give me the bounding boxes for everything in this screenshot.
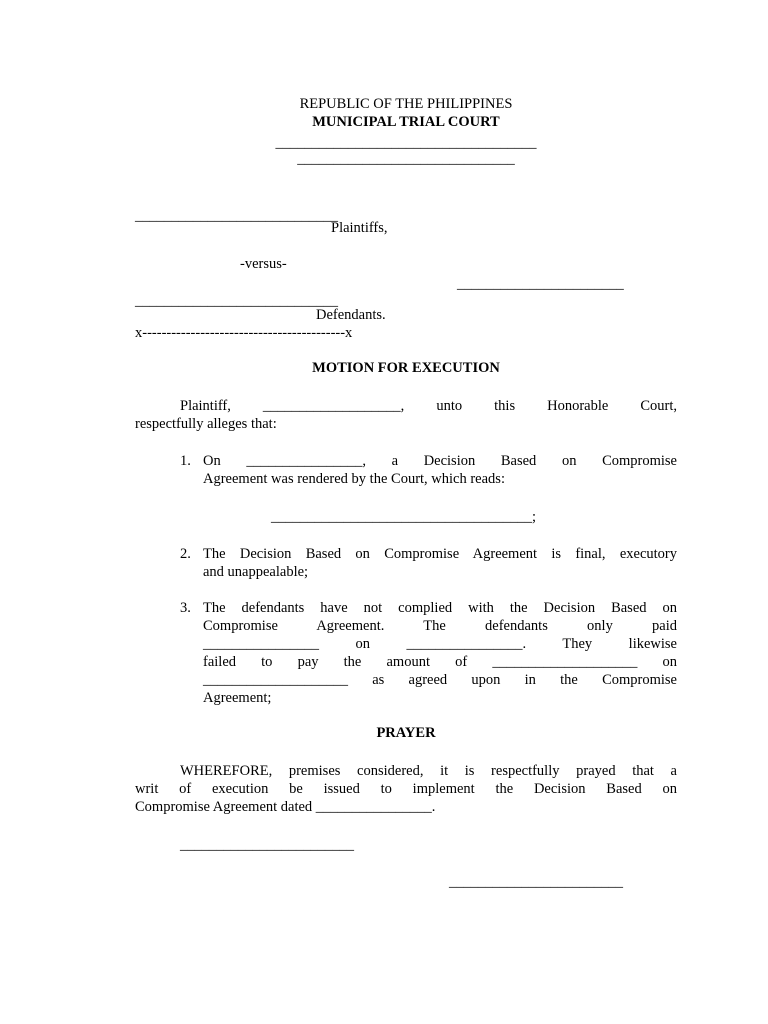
plaintiffs-label: Plaintiffs, (331, 220, 388, 236)
item-3-line-4: failed to pay the amount of ____________________ on (203, 654, 677, 670)
item-2-number: 2. (180, 546, 191, 562)
republic-heading: REPUBLIC OF THE PHILIPPINES (299, 96, 513, 112)
plaintiff-name-blank: ____________________________ (135, 208, 338, 224)
item-3-number: 3. (180, 600, 191, 616)
item-1-line-1: On ________________, a Decision Based on Compromise (203, 453, 677, 469)
prayer-line-1: WHEREFORE, premises considered, it is respectfully prayed that a (180, 763, 677, 779)
court-heading: MUNICIPAL TRIAL COURT (312, 114, 500, 130)
versus-label: -versus- (240, 256, 287, 272)
prayer-heading: PRAYER (376, 725, 436, 741)
signature-blank-right: ________________________ (449, 874, 623, 890)
intro-line-1: Plaintiff, ___________________, unto this Honorable Court, (180, 398, 677, 414)
item-2-line-1: The Decision Based on Compromise Agreement is final, executory (203, 546, 677, 562)
defendants-label: Defendants. (316, 307, 386, 323)
caption-separator: x------------------------------------------x (135, 325, 353, 341)
motion-title: MOTION FOR EXECUTION (312, 360, 500, 376)
intro-line-2: respectfully alleges that: (135, 416, 277, 432)
item-2-line-2: and unappealable; (203, 564, 309, 580)
item-1-line-2: Agreement was rendered by the Court, which reads: (203, 471, 505, 487)
item-3-line-5: ____________________ as agreed upon in the Compromise (203, 672, 677, 688)
item-3-line-1: The defendants have not complied with the Decision Based on (203, 600, 677, 616)
item-3-line-2: Compromise Agreement. The defendants only paid (203, 618, 677, 634)
case-number-blank: _______________________ (457, 276, 624, 292)
signature-blank-left: ________________________ (180, 837, 354, 853)
item-3-line-3: ________________ on ________________. They likewise (203, 636, 677, 652)
prayer-line-3: Compromise Agreement dated ________________. (135, 799, 436, 815)
item-3-line-6: Agreement; (203, 690, 272, 706)
prayer-line-2: writ of execution be issued to implement the Decision Based on (135, 781, 677, 797)
decision-quote-blank: ____________________________________; (271, 509, 537, 525)
court-branch-blank: ____________________________________ (275, 135, 537, 151)
court-location-blank: ______________________________ (297, 151, 515, 167)
defendant-name-blank: ____________________________ (135, 293, 338, 309)
item-1-number: 1. (180, 453, 191, 469)
